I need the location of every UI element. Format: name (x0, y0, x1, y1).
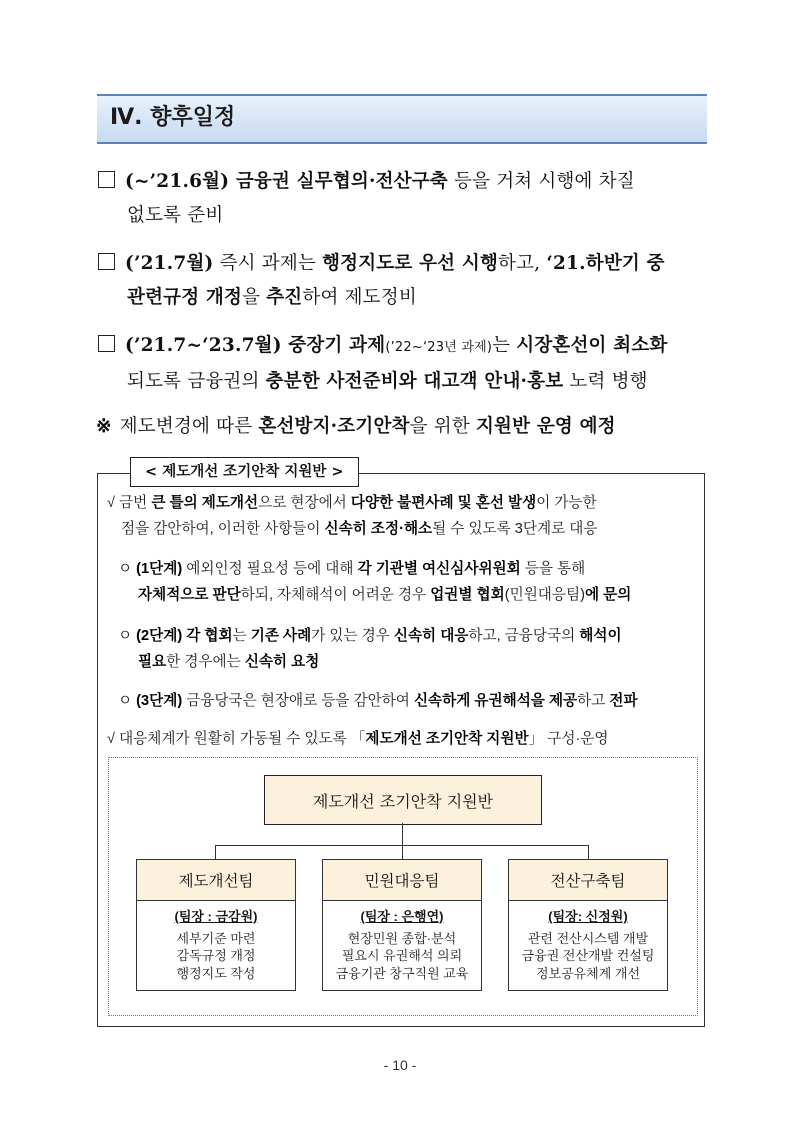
team-task: 금융기관 창구직원 교육 (335, 965, 469, 981)
org-connector-vertical (402, 823, 403, 845)
team-lead: (팀장 : 금감원) (174, 909, 258, 924)
section-title: Ⅳ. 향후일정 (110, 105, 236, 130)
page-number: - 10 - (383, 1057, 417, 1073)
text-run: (민원대응팀) (504, 587, 585, 603)
text-run: 으로 현장에서 (258, 495, 351, 511)
bold-text: 신속히 대응 (393, 628, 469, 644)
support-text-line (138, 583, 631, 607)
bold-text: 지원반 운영 예정 (475, 416, 616, 437)
reference-mark-icon: ※ (96, 416, 112, 437)
text-run: 제도변경에 따른 (119, 416, 259, 437)
text-run: 는 (492, 335, 517, 356)
text-run: 금융당국은 현장애로 등을 감안하여 (182, 693, 414, 709)
text-run: 점을 감안하여, 이러한 사항들이 (121, 521, 325, 537)
bold-text: 각 기관별 여신심사위원회 (357, 561, 521, 577)
org-team-box (322, 859, 482, 991)
bold-text: 필요 (138, 654, 167, 670)
text-run: 을 위한 (409, 416, 476, 437)
text-run: 는 (232, 628, 251, 644)
text-run: ㅇ (118, 561, 137, 577)
team-task: 행정지도 작성 (176, 965, 256, 981)
bold-text: (’21.7월) (125, 253, 214, 274)
text-run: 이 가능한 (536, 495, 597, 511)
text-run: 가 있는 경우 (311, 628, 394, 644)
support-team-tab: < 제도개선 조기안착 지원반 > (130, 457, 359, 487)
org-team-box (508, 859, 668, 991)
bold-text: ‘21.하반기 중 (546, 253, 665, 274)
bold-text: 관련규정 개정 (127, 287, 243, 308)
org-connector-center (402, 845, 403, 859)
support-text-line (107, 727, 609, 751)
bold-text: 충분한 사전준비와 대고객 안내·홍보 (265, 371, 564, 392)
text-run: 되도록 금융권의 (127, 371, 266, 392)
team-task: 정보공유체계 개선 (535, 965, 641, 981)
bold-text: 시장혼선이 최소화 (516, 335, 668, 356)
schedule-item-2 (96, 247, 708, 315)
team-name: 제도개선팀 (137, 860, 295, 901)
text-run: 즉시 과제는 (213, 253, 323, 274)
text-run: (’22~‘23년 과제) (385, 340, 493, 355)
team-task: 필요시 유권해석 의뢰 (341, 948, 463, 963)
team-task: 현장민원 종합·분석 (347, 930, 457, 946)
text-line (96, 247, 708, 281)
bold-text: 전파 (609, 693, 638, 709)
text-line (96, 199, 708, 233)
org-team-box (136, 859, 296, 991)
text-run: 하여 제도정비 (302, 287, 417, 308)
team-task: 세부기준 마련 (176, 930, 256, 946)
bold-text: 해석이 (579, 628, 622, 644)
text-run: 하고, 금융당국의 (468, 628, 580, 644)
org-connector-right (588, 845, 589, 859)
bold-text: 행정지도로 우선 시행 (322, 253, 499, 274)
support-text-line (121, 517, 597, 541)
support-text-line (107, 491, 597, 515)
bold-text: 신속하게 유권해석을 제공 (413, 693, 578, 709)
text-line (96, 329, 708, 365)
bold-text: 다양한 불편사례 및 혼선 발생 (350, 495, 537, 511)
text-run: 」 구성·운영 (528, 731, 609, 747)
text-run: √ 대응체계가 원활히 가동될 수 있도록 「 (107, 731, 366, 747)
checkbox-square-icon (98, 253, 115, 270)
bold-text: 큰 틀의 제도개선 (151, 495, 259, 511)
team-task: 금융권 전산개발 컨설팅 (521, 948, 655, 963)
support-text-line (118, 689, 638, 713)
bold-text: 기존 사례 (250, 628, 312, 644)
team-name: 민원대응팀 (323, 860, 481, 901)
team-task: 감독규정 개정 (176, 948, 256, 963)
bold-text: 에 문의 (584, 587, 632, 603)
bold-text: (’21.7~‘23.7월) 중장기 과제 (125, 335, 386, 356)
schedule-item-3 (96, 329, 708, 399)
team-lead: (팀장 : 은행연) (360, 909, 444, 924)
checkbox-square-icon (98, 171, 115, 188)
bold-text: (3단계) (136, 693, 183, 709)
text-run: 하되, 자체해석이 어려운 경우 (240, 587, 431, 603)
bold-text: 신속히 조정·해소 (324, 521, 433, 537)
checkbox-square-icon (98, 335, 115, 352)
text-run: 예외인정 필요성 등에 대해 (182, 561, 358, 577)
text-run: 을 (242, 287, 267, 308)
support-text-line (138, 650, 319, 674)
team-lead: (팀장: 신정원) (548, 909, 628, 924)
org-top-box: 제도개선 조기안착 지원반 (264, 775, 542, 825)
text-run: 하고 (577, 693, 610, 709)
text-run: 한 경우에는 (166, 654, 245, 670)
text-line (96, 410, 708, 444)
bold-text: 추진 (266, 287, 303, 308)
note-line (96, 410, 708, 444)
support-text-line (118, 557, 585, 581)
org-connector-left (215, 845, 216, 859)
text-run: 등을 통해 (520, 561, 586, 577)
schedule-item-1 (96, 165, 708, 233)
text-run: √ 금번 (107, 495, 152, 511)
text-line (96, 365, 708, 399)
bold-text: (2단계) 각 협회 (136, 628, 233, 644)
text-run: 될 수 있도록 3단계로 대응 (432, 521, 598, 537)
bold-text: (~’21.6월) 금융권 실무협의·전산구축 (125, 171, 448, 192)
text-line (96, 281, 708, 315)
bold-text: (1단계) (136, 561, 183, 577)
text-run: 노력 병행 (563, 371, 648, 392)
team-task: 관련 전산시스템 개발 (527, 930, 649, 946)
support-text-line (118, 624, 622, 648)
text-run: 하고, (498, 253, 547, 274)
bold-text: 신속히 요청 (244, 654, 320, 670)
text-run: 없도록 준비 (127, 205, 224, 226)
text-run: 등을 거쳐 시행에 차질 (447, 171, 635, 192)
text-line (96, 165, 708, 199)
text-run: ㅇ (118, 693, 137, 709)
bold-text: 혼선방지·조기안착 (258, 416, 410, 437)
bold-text: 자체적으로 판단 (138, 587, 241, 603)
text-run: ㅇ (118, 628, 137, 644)
team-name: 전산구축팀 (509, 860, 667, 901)
bold-text: 제도개선 조기안착 지원반 (365, 731, 529, 747)
bold-text: 업권별 협회 (430, 587, 505, 603)
